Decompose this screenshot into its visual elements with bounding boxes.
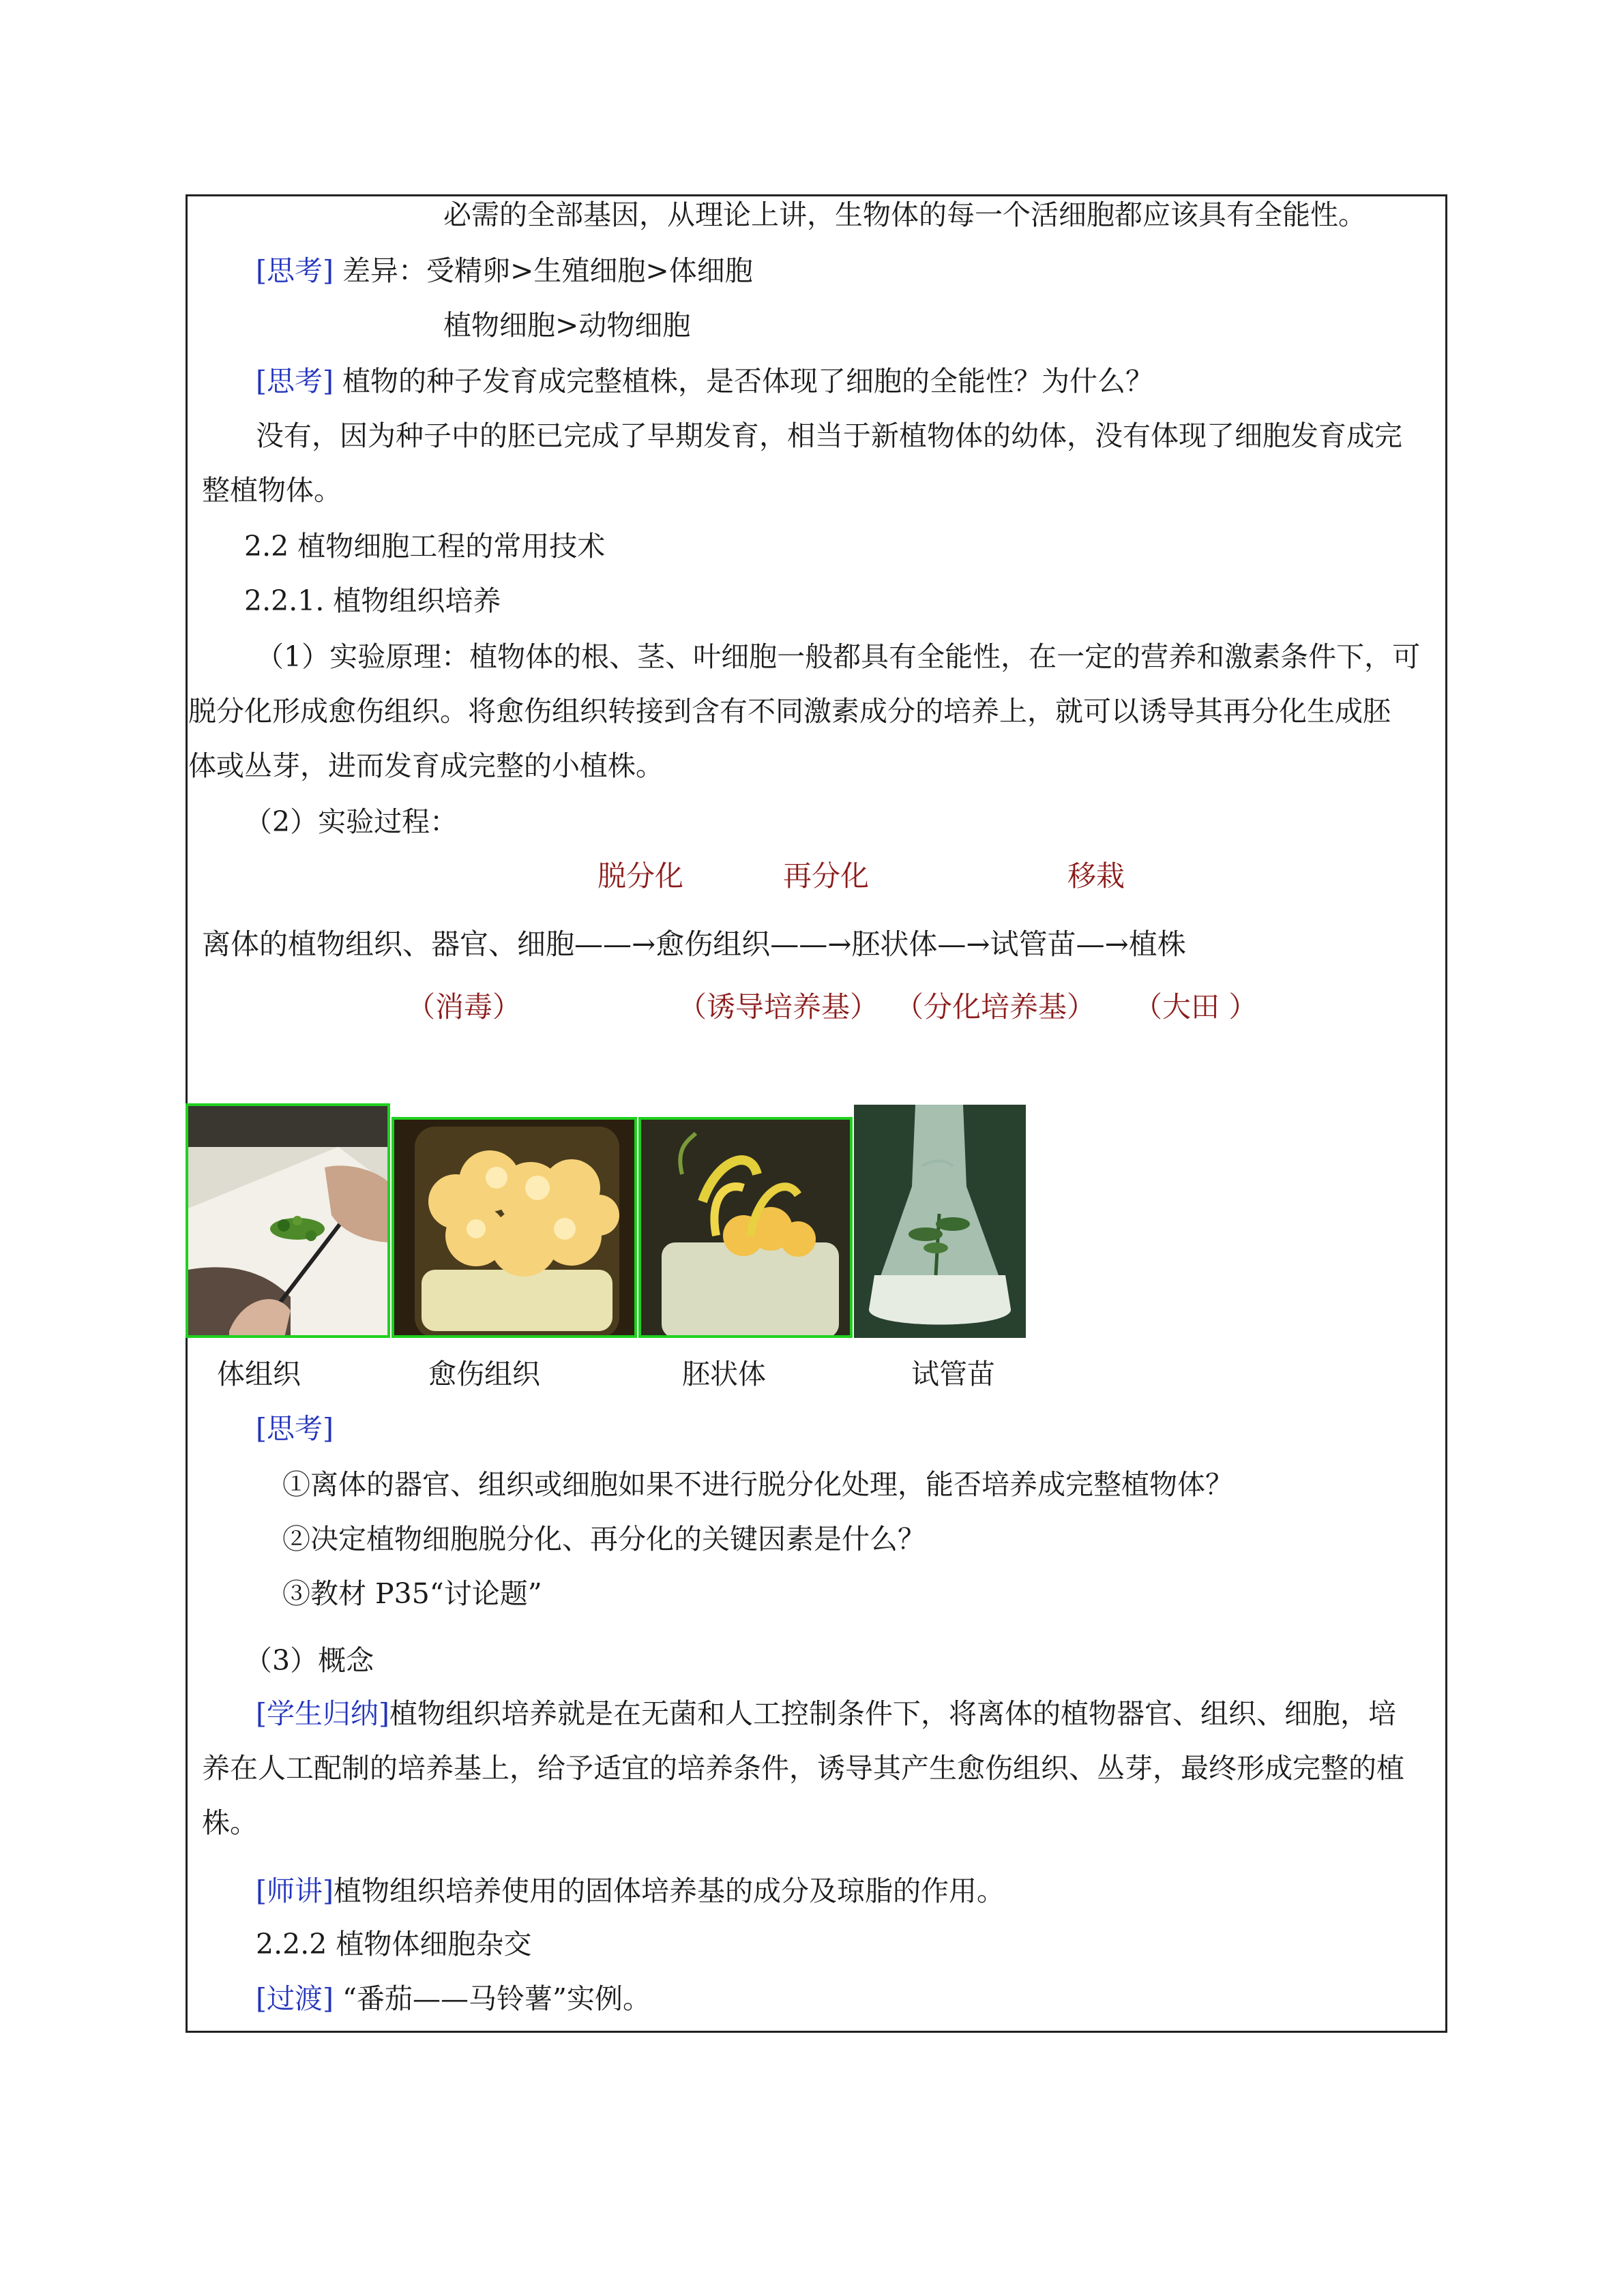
photo-embryoid bbox=[638, 1117, 853, 1338]
text-line: （1）实验原理：植物体的根、茎、叶细胞一般都具有全能性，在一定的营养和激素条件下，可 bbox=[256, 640, 1421, 673]
caption-tissue: 体组织 bbox=[217, 1358, 301, 1390]
transition-text: “番茄——马铃薯”实例。 bbox=[342, 1982, 651, 2015]
subsection-heading: 2.2.1. 植物组织培养 bbox=[244, 584, 501, 617]
teacher-tag: [师讲] bbox=[256, 1875, 334, 1907]
text-line: 养在人工配制的培养基上，给予适宜的培养条件，诱导其产生愈伤组织、丛芽，最终形成完整的植 bbox=[202, 1752, 1404, 1785]
text-line: 整植物体。 bbox=[202, 474, 342, 507]
caption-embryoid: 胚状体 bbox=[682, 1358, 766, 1390]
think-line bbox=[256, 364, 1153, 398]
flow-label-dedifferentiation: 脱分化 bbox=[597, 859, 684, 893]
subsection-heading: 2.2.2 植物体细胞杂交 bbox=[256, 1928, 532, 1960]
text-line: 没有，因为种子中的胚已完成了早期发育，相当于新植物体的幼体，没有体现了细胞发育成完 bbox=[256, 419, 1402, 452]
think-tag: [思考] bbox=[256, 365, 334, 398]
think-text: 植物的种子发育成完整植株，是否体现了细胞的全能性？为什么？ bbox=[342, 365, 1154, 398]
question-1: ①离体的器官、组织或细胞如果不进行脱分化处理，能否培养成完整植物体？ bbox=[282, 1468, 1233, 1501]
think-line bbox=[256, 254, 753, 288]
photo-callus bbox=[392, 1117, 637, 1338]
text-line: （2）实验过程： bbox=[244, 805, 458, 838]
flow-label-redifferentiation: 再分化 bbox=[783, 859, 870, 893]
transition-line bbox=[256, 1982, 651, 2016]
teacher-text: 植物组织培养使用的固体培养基的成分及琼脂的作用。 bbox=[334, 1875, 1005, 1907]
flow-label-transplant: 移栽 bbox=[1067, 859, 1125, 893]
question-2: ②决定植物细胞脱分化、再分化的关键因素是什么？ bbox=[282, 1523, 926, 1555]
text-line: 脱分化形成愈伤组织。将愈伤组织转接到含有不同激素成分的培养上，就可以诱导其再分化生成胚 bbox=[188, 695, 1391, 728]
think-tag: [思考] bbox=[256, 1412, 334, 1445]
think-tag: [思考] bbox=[256, 254, 334, 287]
caption-plantlet: 试管苗 bbox=[911, 1358, 995, 1390]
caption-callus: 愈伤组织 bbox=[428, 1358, 540, 1390]
student-tag: [学生归纳] bbox=[256, 1697, 389, 1730]
flow-note-induction-medium: （诱导培养基） bbox=[678, 990, 879, 1024]
student-summary-line bbox=[256, 1697, 1396, 1731]
text-line: 体或丛芽，进而发育成完整的小植株。 bbox=[188, 749, 664, 782]
question-3: ③教材 P35“讨论题” bbox=[282, 1577, 542, 1610]
teacher-line bbox=[256, 1874, 1005, 1908]
text-line: 植物细胞>动物细胞 bbox=[443, 309, 691, 342]
photo-tissue-cutting bbox=[186, 1103, 390, 1338]
text-line: 必需的全部基因，从理论上讲，生物体的每一个活细胞都应该具有全能性。 bbox=[443, 198, 1366, 231]
flow-main: 离体的植物组织、器官、细胞——→愈伤组织——→胚状体—→试管苗—→植株 bbox=[202, 927, 1186, 961]
photo-plantlet-flask bbox=[854, 1105, 1026, 1338]
flow-note-field: （大田 ） bbox=[1134, 990, 1258, 1024]
section-heading: 2.2 植物细胞工程的常用技术 bbox=[244, 530, 606, 563]
think-text: 差异：受精卵>生殖细胞>体细胞 bbox=[342, 254, 753, 287]
flow-note-sterilize: （消毒） bbox=[407, 990, 522, 1024]
student-summary-text: 植物组织培养就是在无菌和人工控制条件下，将离体的植物器官、组织、细胞，培 bbox=[389, 1697, 1396, 1730]
transition-tag: [过渡] bbox=[256, 1982, 334, 2015]
text-line: 株。 bbox=[202, 1806, 258, 1839]
concept-heading: （3）概念 bbox=[244, 1644, 374, 1677]
flow-note-differentiation-medium: （分化培养基） bbox=[895, 990, 1096, 1024]
